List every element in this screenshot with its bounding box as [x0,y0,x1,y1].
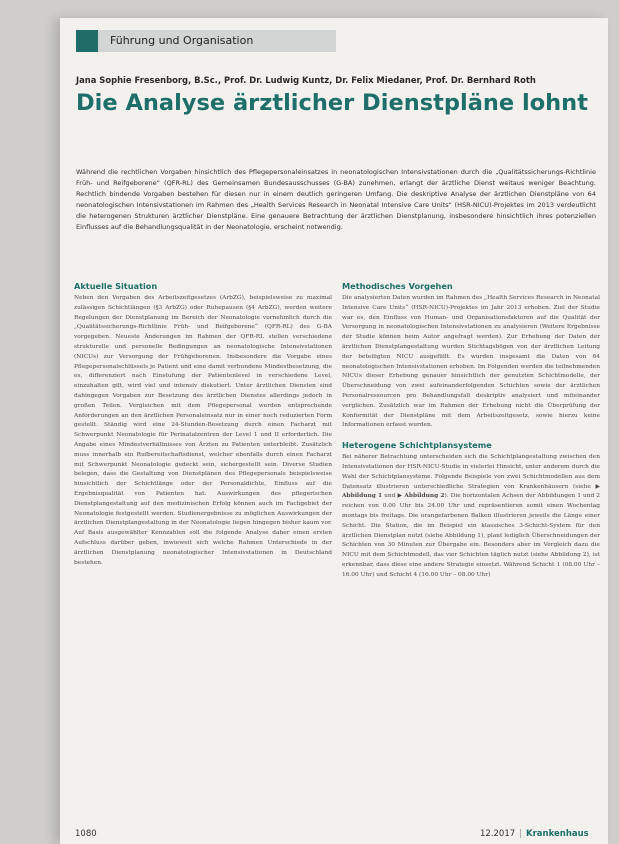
heading-heterogene-schichtplansysteme: Heterogene Schichtplansysteme [342,440,492,451]
figure-ref-2[interactable]: ▶ Abbildung 2 [397,493,445,500]
article-intro: Während die rechtlichen Vorgaben hinsichtlich des Pflegepersonaleinsatzes in neonatologischen Intensivstationen durch die „Qualitätssicherungs-Richtlinie Früh- und Reifgeborene“ (QFR-RL) des Gemeinsamen Bundesausschusses (G-BA) zunehmen, erlangt der ärztliche Dienst weitaus weniger Beachtung. Rechtlich bindende Vorgaben bestehen für diesen nur in einem deutlich geringeren Umfang. Die deskriptive Analyse der ärztlichen Dienstpläne von 64 neonatologischen Intensivstationen im Rahmen des „Health Services Research in Neonatal Intensive Care Units“ (HSR-NICU)-Projektes im 2013 verdeutlicht die heterogenen Strukturen ärztlicher Dienstpläne. Eine genauere Betrachtung der ärztlichen Dienstplanung, insbesondere hinsichtlich ihres potenziellen Einflusses auf die Behandlungsqualität in der Neonatologie, erscheint notwendig. [76,168,596,232]
right-column [342,281,600,581]
magazine-page [60,18,608,844]
body-text-part: ). Die horizontalen Achsen der Abbildungen 1 und 2 reichen von 0.00 Uhr bis 24.00 Uhr und repräsentieren somit einen Wochentag montags bis freitags. Die orangefarbenen Balken illustrieren jeweils die Länge einer Schicht. Die Station, die im Beispiel ein klassisches 3-Schicht-System für den ärztlichen Dienstplan nutzt (siehe Abbildung 1), plant lediglich Überschneidungen der Schichten von 30 Minuten zur Übergabe ein. Besonders aber im Vergleich dazu die NICU mit dem Schichtmodell, das vier Schichten täglich nutzt (siehe Abbildung 2), ist erkennbar, dass diese eine andere Strategie einsetzt. Während Schicht 1 (08.00 Uhr – 16.00 Uhr) und Schicht 4 (16.00 Uhr – 08.00 Uhr) [342,493,601,578]
body-heterogene-schichtplansysteme [342,453,600,580]
page-number: 1080 [75,829,97,839]
heading-aktuelle-situation: Aktuelle Situation [74,281,158,291]
article-authors: Jana Sophie Fresenborg, B.Sc., Prof. Dr. Ludwig Kuntz, Dr. Felix Miedaner, Prof. Dr. Bernhard Roth [76,75,536,85]
section-label: Führung und Organisation [110,34,254,47]
body-text-part: Bei näherer Betrachtung unterscheiden sich die Schichtplangestaltung zwischen den Intensivstationen der HSR-NICU-Studie in vielerlei Hinsicht, unter anderem durch die Wahl der Schichtplansysteme. Folgende Beispiele von zwei Schichtmodellen aus dem Datensatz illustrieren unterschiedliche Strategien von Krankenhäusern (siehe [342,454,600,490]
heading-methodisches-vorgehen: Methodisches Vorgehen [342,281,453,291]
magazine-name: Krankenhaus [526,829,589,839]
body-text-part: und [384,493,396,500]
footer-issue-block [480,829,589,839]
left-column [74,281,332,568]
body-aktuelle-situation: Neben den Vorgaben des Arbeitszeitgesetzes (ArbZG), beispielsweise zu maximal zulässigen Schichtlängen (§3 ArbZG) oder Ruhepausen (§4 ArbZG), werden weitere Regelungen der Dienstplanung im Bereich der Neonatologie vornehmlich durch die „Qualitätssicherungs-Richtlinie Früh- und Reifgeborene“ (QFR-RL) des G-BA vorgegeben. Neueste Änderungen im Rahmen der QFR-RL stellen verschiedene strukturelle und personelle Bedingungen an neonatologische Intensivstationen (NICUs) zur Versorgung der Frühgeborenen. Insbesondere die Vorgabe eines Pflegepersonalschlüssels je Patient und eine damit verbundene Mindestbesetzung, die es, differenziert nach Einstufung der Patientenlevel in verschiedene Level, einzuhalten gilt, wird viel und intensiv diskutiert. Unter ärztlichen Diensten sind dahingegen Vorgaben zur Besetzung des ärztlichen Dienstes allerdings jedoch in großen Teilen. Vergleichen mit dem Pflegepersonal werden entsprechende Anforderungen an den ärztlichen Personaleinsatz nur in einer noch reduzierten Form gestellt. Ständig wird eine 24-Stunden-Besetzung durch einen Facharzt mit Schwerpunkt Neonatologie für Perinatalzentren der Level 1 und II erforderlich. Die Angabe eines Mindestverhältnisses von Ärzten zu Patienten unterbleibt. Zusätzlich muss innerhalb ein Rufbereitschaftsdienst, welcher ebenfalls durch einen Facharzt mit Schwerpunkt Neonatologie gedeckt sein, sichergestellt sein. Diverse Studien belegen, dass die Gestaltung von Dienstplänen des Pflegepersonals beispielsweise hinsichtlich der Schichtlänge oder der Personaldichte, Einfluss auf die Ergebnisqualität von Patienten hat. Auswirkungen des pflegerischen Dienstplangestaltung auf den medizinischen Erfolg können auch im Fachgebiet der Neonatologie festgestellt werden. Studienergebnisse zu möglichen Auswirkungen der ärztlichen Dienstplangestaltung in der Neonatologie liegen hingegen bisher kaum vor. Auf Basis ausgewählter Kennzahlen soll die folgende Analyse daher einen ersten Aufschluss darüber geben, inwieweit sich welche Rahmen Unterschiede in der ärztlichen Dienstplanung neonatologischer Intensivstationen in Deutschland bestehen. [74,295,332,566]
figure-ref-1[interactable]: ▶ Abbildung 1 [342,483,600,500]
footer-separator: | [519,829,523,839]
section-header [76,30,336,52]
article-title: Die Analyse ärztlicher Dienstpläne lohnt [76,90,588,116]
issue-date: 12.2017 [480,829,516,839]
body-methodisches-vorgehen: Die analysierten Daten wurden im Rahmen des „Health Services Research in Neonatal Intensive Care Units“ (HSR-NICU)-Projektes im Jahr 2013 erhoben. Ziel der Studie war es, den Einfluss von Human- und Organisationsfaktoren auf die Qualität der Versorgung in neonatologischen Intensivstationen zu analysieren (Weitere Ergebnisse der Studie können beim Autor angefragt werden). Zur Erhebung der Daten der ärztlichen Dienstplangestaltung wurden Stichtagsbögen von der ärztlichen Leitung der beteiligten NICU ausgefüllt. Es wurden insgesamt die Daten von 64 neonatologischen Intensivstationen erhoben. Im Folgenden werden die teilnehmenden NICUs dieser Erhebung genauer hinsichtlich der genutzten Schichtmodelle, der Überschneidung von zwei aufeinanderfolgenden Schichten sowie der ärztlichen Personalressourcen pro Behandlungsfall deskriptiv analysiert und miteinander verglichen. Zusätzlich war im Rahmen der Erhebung nicht die Überprüfung der Konformität der Dienstpläne mit dem Arbeitszeitgesetz, sowie hierzu keine Informationen erfasst wurden. [342,295,600,429]
section-marker [76,30,98,52]
